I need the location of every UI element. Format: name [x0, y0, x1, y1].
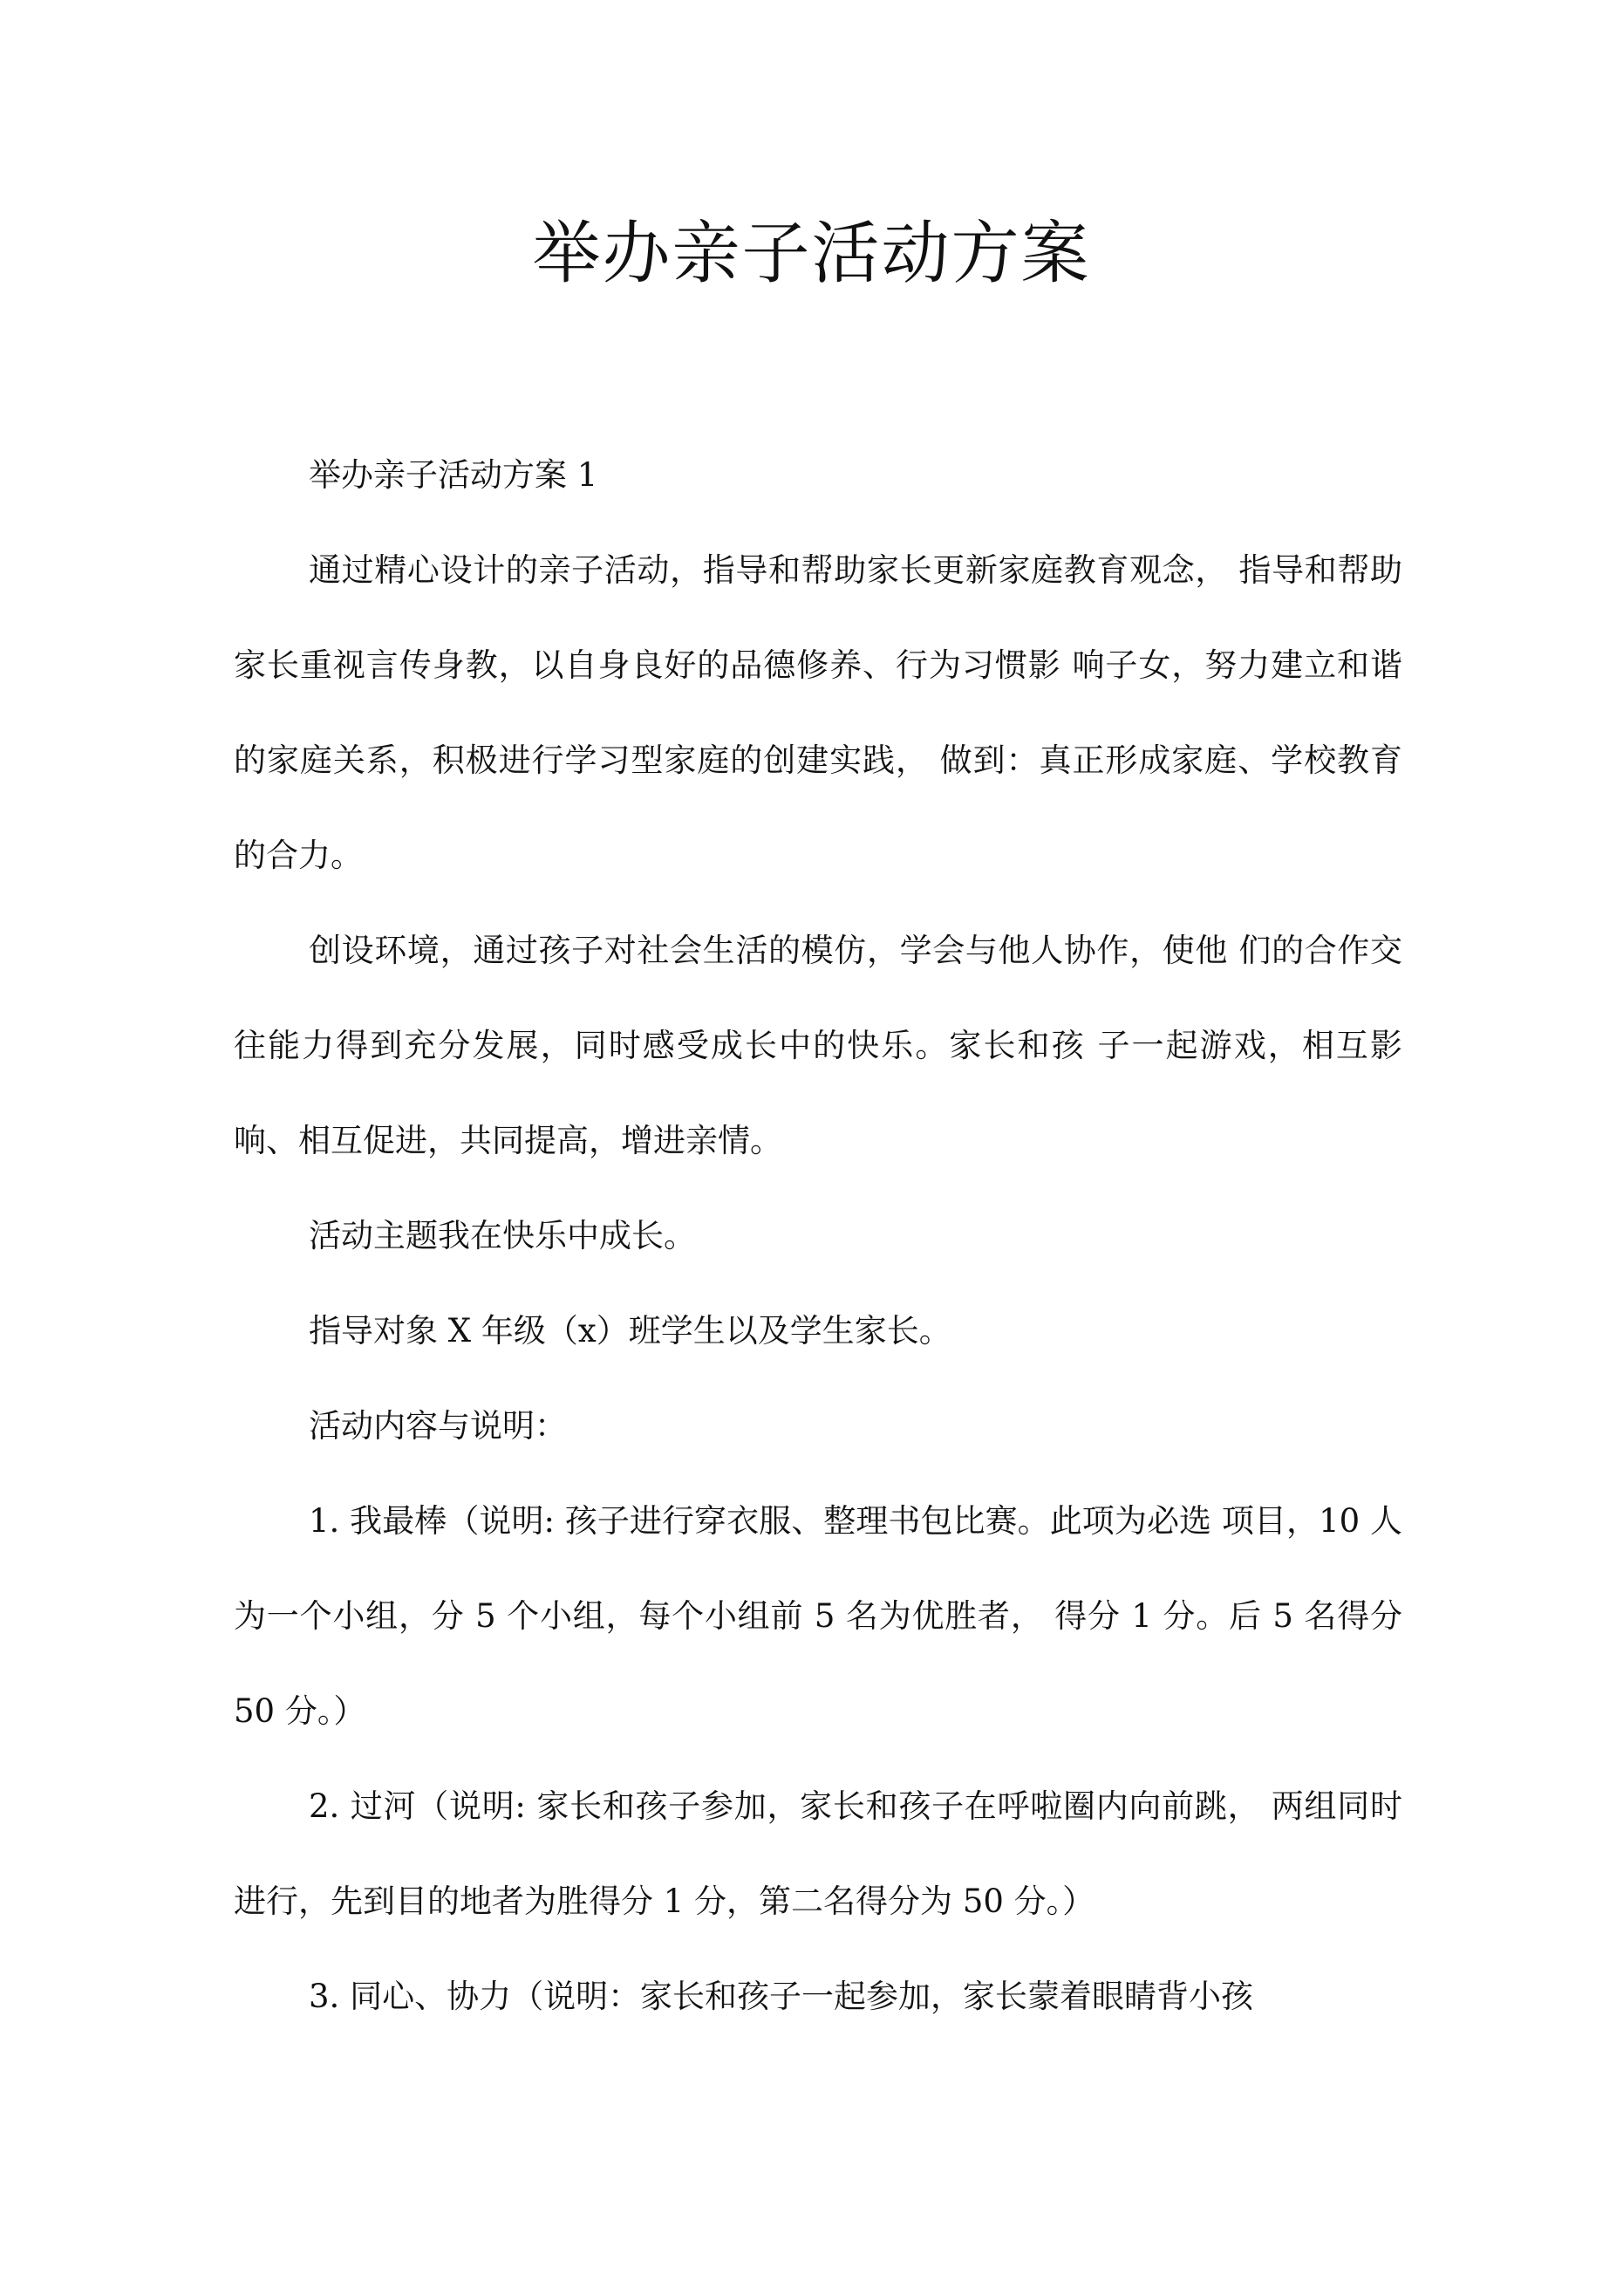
- paragraph-theme: 活动主题我在快乐中成长。: [309, 1217, 696, 1254]
- paragraph-intro: 通过精心设计的亲子活动，指导和帮助家长更新家庭教育观念， 指导和帮助家长重视言传身教，以自身良好的品德修养、行为习惯影 响子女，努力建立和谐的家庭关系，积极进行学习型家庭的创建实践， 做到：真正形成家庭、学校教育的合力。: [234, 551, 1402, 874]
- list-item-1: 1. 我最棒（说明: 孩子进行穿衣服、整理书包比赛。此项为必选 项目，10 人为一个小组，分 5 个小组，每个小组前 5 名为优胜者， 得分 1 分。后 5 名得分 50 分。）: [234, 1502, 1402, 1730]
- paragraph-environment: 创设环境，通过孩子对社会生活的模仿，学会与他人协作，使他 们的合作交往能力得到充分发展，同时感受成长中的快乐。家长和孩 子一起游戏，相互影响、相互促进，共同提高，增进亲情。: [234, 932, 1402, 1159]
- document-body: [234, 427, 1402, 2044]
- list-item-3: 3. 同心、协力（说明：家长和孩子一起参加，家长蒙着眼睛背小孩: [309, 1978, 1254, 2015]
- document-title: 举办亲子活动方案: [532, 215, 1091, 293]
- list-item-2: 2. 过河（说明: 家长和孩子参加，家长和孩子在呼啦圈内向前跳， 两组同时进行，先到目的地者为胜得分 1 分，第二名得分为 50 分。）: [234, 1787, 1402, 1920]
- paragraph-content-heading: 活动内容与说明：: [309, 1407, 567, 1445]
- section-heading: 举办亲子活动方案 1: [309, 456, 598, 494]
- paragraph-target: 指导对象 X 年级（x）班学生以及学生家长。: [309, 1312, 951, 1350]
